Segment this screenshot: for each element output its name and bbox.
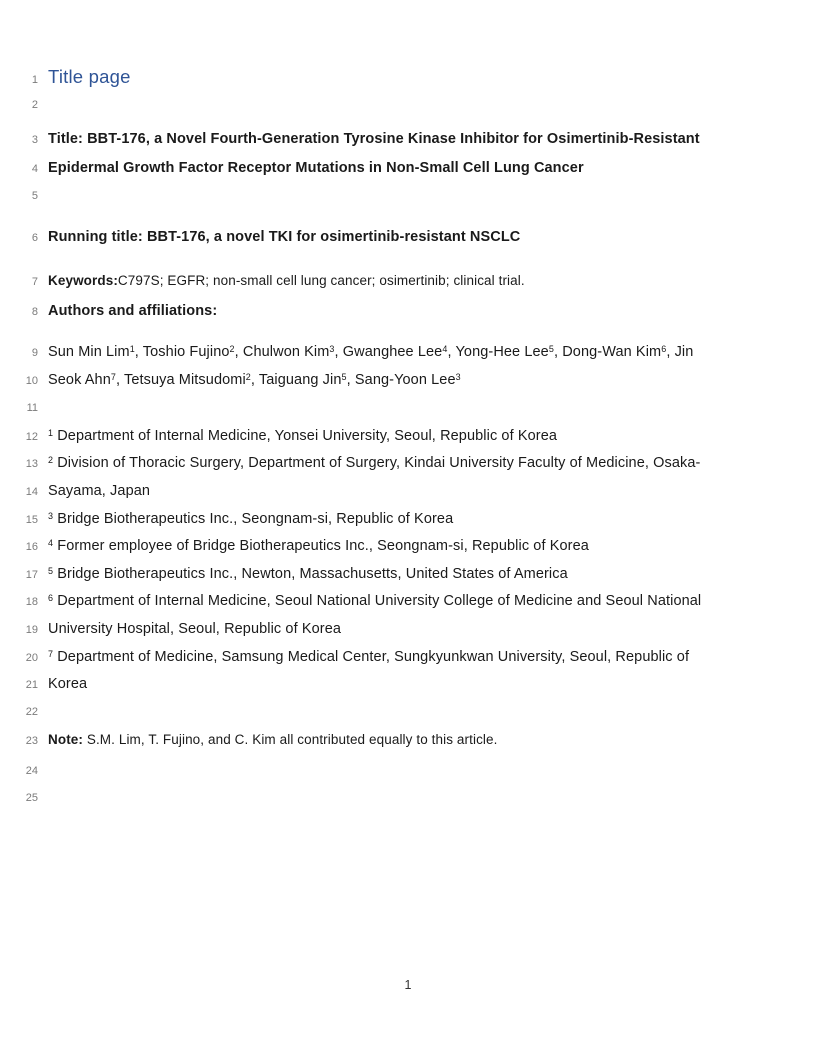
line-row-24 [0, 760, 48, 782]
affiliation-superscript: 5 [548, 343, 554, 354]
affiliation-superscript: 6 [48, 592, 54, 603]
line-number: 5 [31, 190, 38, 202]
text-segment: Department of Internal Medicine, Seoul National University College of Medicine and Seoul National [53, 593, 702, 609]
line-row-12 [0, 425, 557, 447]
text-segment: Department of Internal Medicine, Yonsei University, Seoul, Republic of Korea [53, 428, 558, 444]
text-segment: , Taiguang Jin [250, 372, 342, 388]
affiliation-superscript: 5 [341, 371, 347, 382]
line-number: 18 [25, 596, 38, 608]
line-text [48, 300, 217, 322]
text-segment: , Chulwon Kim [234, 344, 330, 360]
affiliation-superscript: 3 [329, 343, 335, 354]
text-segment: S.M. Lim, T. Fujino, and C. Kim all contributed equally to this article. [83, 732, 498, 747]
affiliation-superscript: 3 [455, 371, 461, 382]
line-row-3 [0, 128, 700, 150]
line-text [48, 480, 150, 502]
text-segment: Seok Ahn [48, 372, 111, 388]
text-segment: Bridge Biotherapeutics Inc., Seongnam-si, Republic of Korea [53, 511, 454, 527]
line-text [48, 535, 589, 558]
affiliation-superscript: 6 [661, 343, 667, 354]
affiliation-superscript: 1 [129, 343, 135, 354]
line-text [48, 618, 341, 640]
text-segment: Department of Medicine, Samsung Medical Center, Sungkyunkwan University, Seoul, Republic of [53, 649, 690, 665]
text-segment: Title: BBT-176, a Novel Fourth-Generation Tyrosine Kinase Inhibitor for Osimertinib-Resistant [48, 131, 700, 147]
line-text [48, 425, 557, 448]
line-text [48, 729, 497, 751]
affiliation-superscript: 5 [48, 565, 54, 576]
line-number: 7 [31, 276, 38, 288]
text-segment: Keywords: [48, 273, 118, 288]
text-segment: Former employee of Bridge Biotherapeutics Inc., Seongnam-si, Republic of Korea [53, 538, 589, 554]
affiliation-superscript: 7 [110, 371, 116, 382]
line-number: 4 [31, 163, 38, 175]
line-text [48, 563, 568, 586]
line-number: 12 [25, 431, 38, 443]
text-segment: , Tetsuya Mitsudomi [116, 372, 246, 388]
line-row-16 [0, 535, 589, 557]
text-segment: Bridge Biotherapeutics Inc., Newton, Massachusetts, United States of America [53, 566, 568, 582]
affiliation-superscript: 2 [229, 343, 235, 354]
line-number: 22 [25, 706, 38, 718]
line-text [48, 508, 453, 531]
text-segment: Sun Min Lim [48, 344, 130, 360]
line-row-8 [0, 300, 217, 322]
line-number: 3 [31, 134, 38, 146]
line-row-4 [0, 157, 584, 179]
line-text [48, 226, 520, 248]
line-row-20 [0, 646, 689, 668]
text-segment: Division of Thoracic Surgery, Department of Surgery, Kindai University Faculty of Medicine, Osaka- [53, 455, 701, 471]
affiliation-superscript: 3 [48, 510, 54, 521]
line-number: 25 [25, 792, 38, 804]
affiliation-superscript: 1 [48, 427, 54, 438]
text-segment: , Toshio Fujino [134, 344, 230, 360]
line-text [48, 646, 689, 669]
line-row-21 [0, 673, 87, 695]
page-number: 1 [404, 978, 412, 992]
line-number: 9 [31, 347, 38, 359]
line-row-18 [0, 590, 701, 612]
line-row-1 [0, 64, 131, 90]
line-number: 20 [25, 652, 38, 664]
text-segment: , Yong-Hee Lee [447, 344, 549, 360]
line-row-6 [0, 226, 520, 248]
line-number: 14 [25, 486, 38, 498]
affiliation-superscript: 2 [245, 371, 251, 382]
line-text [48, 341, 693, 364]
line-row-7 [0, 270, 525, 292]
line-row-11 [0, 397, 48, 419]
line-row-25 [0, 787, 48, 809]
text-segment: , Gwanghee Lee [334, 344, 443, 360]
line-number: 6 [31, 232, 38, 244]
line-row-13 [0, 452, 700, 474]
line-number: 2 [31, 99, 38, 111]
line-number: 1 [31, 74, 38, 86]
line-row-10 [0, 369, 461, 391]
line-number: 8 [31, 306, 38, 318]
line-text [48, 270, 525, 292]
line-number: 11 [26, 402, 38, 414]
text-segment: Sayama, Japan [48, 483, 151, 499]
line-row-14 [0, 480, 150, 502]
line-number: 13 [25, 458, 38, 470]
line-text [48, 452, 700, 475]
line-row-5 [0, 185, 48, 207]
text-segment: University Hospital, Seoul, Republic of Korea [48, 621, 342, 637]
affiliation-superscript: 2 [48, 454, 54, 465]
line-row-15 [0, 508, 453, 530]
line-text [48, 369, 461, 392]
line-text [48, 64, 131, 90]
line-row-23 [0, 729, 497, 751]
line-row-19 [0, 618, 341, 640]
text-segment: Epidermal Growth Factor Receptor Mutations in Non-Small Cell Lung Cancer [48, 160, 584, 176]
affiliation-superscript: 7 [48, 648, 54, 659]
text-segment: , Jin [666, 344, 694, 360]
text-segment: Note: [48, 732, 83, 747]
line-number: 16 [25, 541, 38, 553]
line-text [48, 157, 584, 179]
line-number: 10 [25, 375, 38, 387]
affiliation-superscript: 4 [442, 343, 448, 354]
line-row-2 [0, 94, 48, 116]
line-number: 23 [25, 735, 38, 747]
line-number: 19 [25, 624, 38, 636]
text-segment: C797S; EGFR; non-small cell lung cancer; osimertinib; clinical trial. [117, 273, 525, 288]
line-row-9 [0, 341, 693, 363]
line-number: 24 [25, 765, 38, 777]
line-text [48, 673, 87, 695]
line-row-22 [0, 701, 48, 723]
text-segment: Authors and affiliations: [48, 303, 218, 319]
line-number: 17 [25, 569, 38, 581]
text-segment: , Dong-Wan Kim [553, 344, 662, 360]
text-segment: Running title: BBT-176, a novel TKI for osimertinib-resistant NSCLC [48, 229, 521, 245]
affiliation-superscript: 4 [48, 537, 54, 548]
text-segment: Title page [48, 66, 131, 87]
text-segment: , Sang-Yoon Lee [346, 372, 456, 388]
line-number: 15 [25, 514, 38, 526]
line-number: 21 [25, 679, 38, 691]
line-text [48, 590, 701, 613]
line-row-17 [0, 563, 568, 585]
text-segment: Korea [48, 676, 88, 692]
line-text [48, 128, 700, 150]
